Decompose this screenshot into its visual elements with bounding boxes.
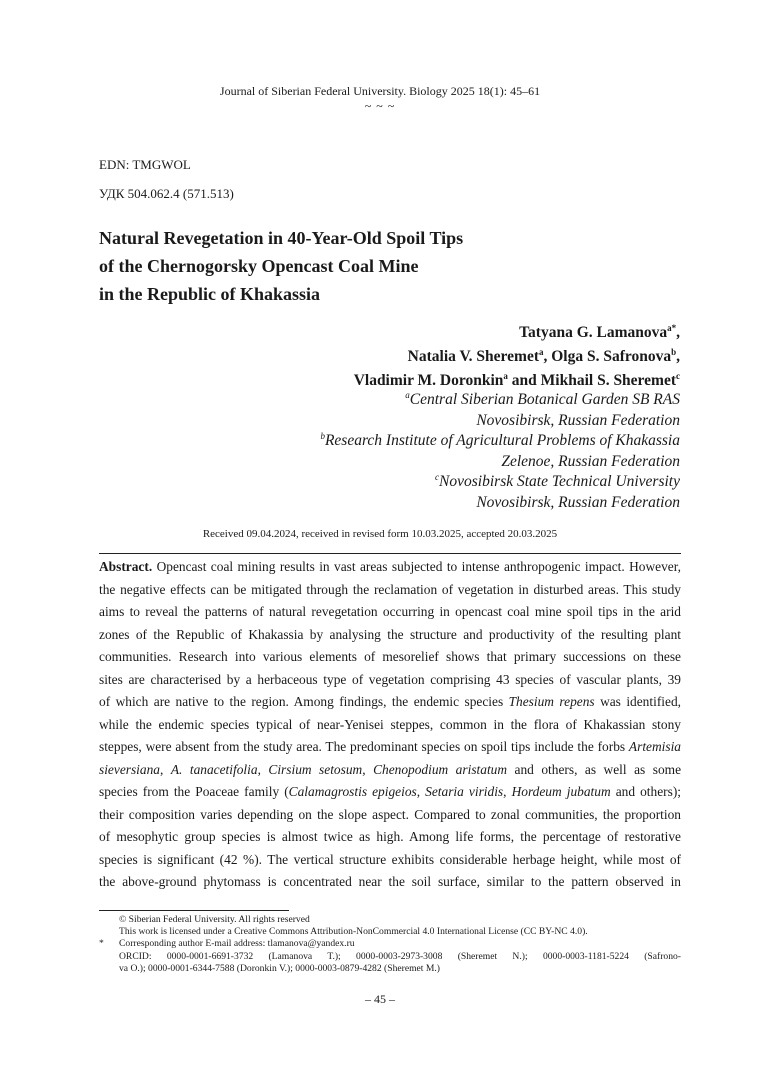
- footnote-text: This work is licensed under a Creative Commons Attribution-NonCommercial 4.0 International License (CC BY-NC 4.0).: [119, 926, 588, 938]
- affiliation-list: [320, 390, 680, 514]
- author-affil-mark: a: [538, 346, 544, 357]
- author-name: Natalia V. Sheremet: [407, 348, 539, 365]
- footnote-license: [99, 926, 681, 938]
- affiliation-line: [320, 390, 680, 411]
- abstract-label: Abstract.: [99, 559, 153, 574]
- title-line: of the Chernogorsky Opencast Coal Mine: [99, 256, 419, 276]
- abstract-text: Opencast coal mining results in vast areas subjected to intense anthropogenic impact. However,: [156, 559, 681, 574]
- author-line: [354, 321, 680, 345]
- author-affil-mark: c: [676, 370, 680, 381]
- abstract-line: communities. Research into various elements of mesorelief shows that primary successions on these: [99, 649, 681, 664]
- species-name: Setaria viridis: [425, 784, 504, 799]
- author-sep: ,: [676, 348, 680, 365]
- abstract-line: of mesophytic group species is almost twice as high. Among life forms, the percentage of restorative: [99, 829, 681, 844]
- species-name: Hordeum jubatum: [511, 784, 611, 799]
- author-name: Mikhail S. Sheremet: [540, 372, 676, 389]
- footnote-copyright: [99, 914, 681, 926]
- abstract-line: species is significant (42 %). The vertical structure exhibits considerable herbage height, while most of: [99, 851, 681, 867]
- species-name: Chenopodium aristatum: [373, 761, 508, 777]
- affiliation-line: [320, 431, 680, 452]
- author-line: [354, 345, 680, 369]
- abstract-text: ,: [416, 784, 426, 799]
- abstract-text: and others, as well as some: [507, 761, 682, 777]
- abstract-text: steppes, were absent from the study area. The predominant species on spoil tips include the forbs: [99, 739, 629, 754]
- affil-mark: b: [320, 431, 325, 442]
- author-sep: ,: [676, 324, 680, 341]
- abstract-text: species from the Poaceae family (: [99, 784, 289, 799]
- journal-header: Journal of Siberian Federal University. Biology 2025 18(1): 45–61: [219, 84, 541, 98]
- affil-mark: a: [405, 389, 410, 400]
- received-dates: Received 09.04.2024, received in revised form 10.03.2025, accepted 20.03.2025: [202, 528, 558, 540]
- footnote-text: ORCID: 0000-0001-6691-3732 (Lamanova T.); 0000-0003-2973-3008 (Sheremet N.); 0000-0003-1181-5224 (Safrono-: [119, 950, 681, 962]
- affiliation-city: Novosibirsk, Russian Federation: [476, 493, 680, 511]
- abstract-rule: [99, 553, 681, 554]
- page-number: – 45 –: [365, 992, 395, 1006]
- affil-mark: c: [435, 472, 440, 483]
- footnote-text: Corresponding author E-mail address: tlamanova@yandex.ru: [119, 938, 355, 950]
- abstract-line: [99, 736, 681, 759]
- author-affil-mark: b: [671, 346, 677, 357]
- article-title: [99, 224, 659, 308]
- affiliation-city: Novosibirsk, Russian Federation: [476, 411, 680, 429]
- author-name: Tatyana G. Lamanova: [519, 324, 668, 341]
- abstract-text: ,: [257, 761, 269, 777]
- species-name: Calamagrostis epigeios: [288, 784, 417, 799]
- abstract-line: zones of the Republic of Khakassia by analysing the structure and productivity of the resulting plant: [99, 626, 681, 642]
- udk-code: УДК 504.062.4 (571.513): [99, 186, 234, 201]
- header-ornament: ~ ~ ~: [364, 99, 396, 113]
- affil-institution: Research Institute of Agricultural Problems of Khakassia: [324, 432, 680, 450]
- abstract-text: of which are native to the region. Among findings, the endemic species: [99, 694, 509, 709]
- footnote-corresponding: [99, 938, 681, 950]
- author-list: [354, 321, 680, 393]
- species-name: sieversiana: [99, 761, 160, 777]
- author-name: Olga S. Safronova: [551, 348, 672, 365]
- abstract-line: the negative effects can be mitigated through the reclamation of vegetation in disturbed areas. This study: [99, 581, 681, 597]
- title-line: in the Republic of Khakassia: [99, 284, 321, 304]
- affil-institution: Central Siberian Botanical Garden SB RAS: [409, 391, 680, 408]
- abstract-line: sites are characterised by a herbaceous type of vegetation comprising 43 species of vascular plants, 39: [99, 671, 681, 687]
- affiliation-city: Zelenoe, Russian Federation: [501, 452, 680, 470]
- species-name: Artemisia: [628, 739, 681, 754]
- abstract-line: their composition varies depending on the slope aspect. Compared to zonal communities, the proportion: [99, 806, 681, 822]
- abstract-line: the above-ground phytomass is concentrated near the soil surface, similar to the pattern observed in: [99, 874, 681, 889]
- species-name: Cirsium setosum: [268, 761, 363, 777]
- author-name: Vladimir M. Doronkin: [353, 372, 504, 389]
- author-affil-mark: a: [503, 370, 508, 381]
- abstract-line: [99, 556, 681, 579]
- author-affil-mark: a*: [667, 322, 677, 333]
- abstract-text: was identified,: [594, 694, 681, 709]
- abstract-line: [99, 781, 681, 804]
- footnote-text: va O.); 0000-0001-6344-7588 (Doronkin V.); 0000-0003-0879-4282 (Sheremet M.): [119, 962, 440, 974]
- footnote-mark: *: [99, 938, 104, 950]
- footnote-rule: [99, 910, 289, 911]
- abstract-line: aims to reveal the patterns of natural revegetation occurring in opencast coal mine spoil tips in the arid: [99, 604, 681, 619]
- abstract-line: while the endemic species typical of near-Yenisei steppes, common in the flora of Khakassian stony: [99, 716, 681, 732]
- abstract-line: [99, 759, 681, 782]
- title-line: Natural Revegetation in 40-Year-Old Spoil Tips: [99, 228, 464, 248]
- footnote-text: © Siberian Federal University. All rights reserved: [119, 914, 310, 925]
- abstract-text: and others);: [610, 784, 681, 799]
- affiliation-line: [320, 472, 680, 493]
- abstract: [99, 556, 681, 894]
- abstract-text: ,: [503, 784, 512, 799]
- affil-institution: Novosibirsk State Technical University: [439, 473, 680, 491]
- edn-code: EDN: TMGWOL: [99, 157, 191, 172]
- footnotes: [99, 914, 681, 975]
- author-sep: and: [507, 372, 541, 389]
- species-name: Thesium repens: [508, 694, 595, 709]
- abstract-text: ,: [362, 761, 374, 777]
- author-sep: ,: [543, 348, 552, 365]
- footnote-orcid: [99, 951, 681, 975]
- abstract-line: [99, 691, 681, 714]
- species-name: A. tanacetifolia: [170, 761, 258, 777]
- abstract-text: ,: [160, 761, 171, 777]
